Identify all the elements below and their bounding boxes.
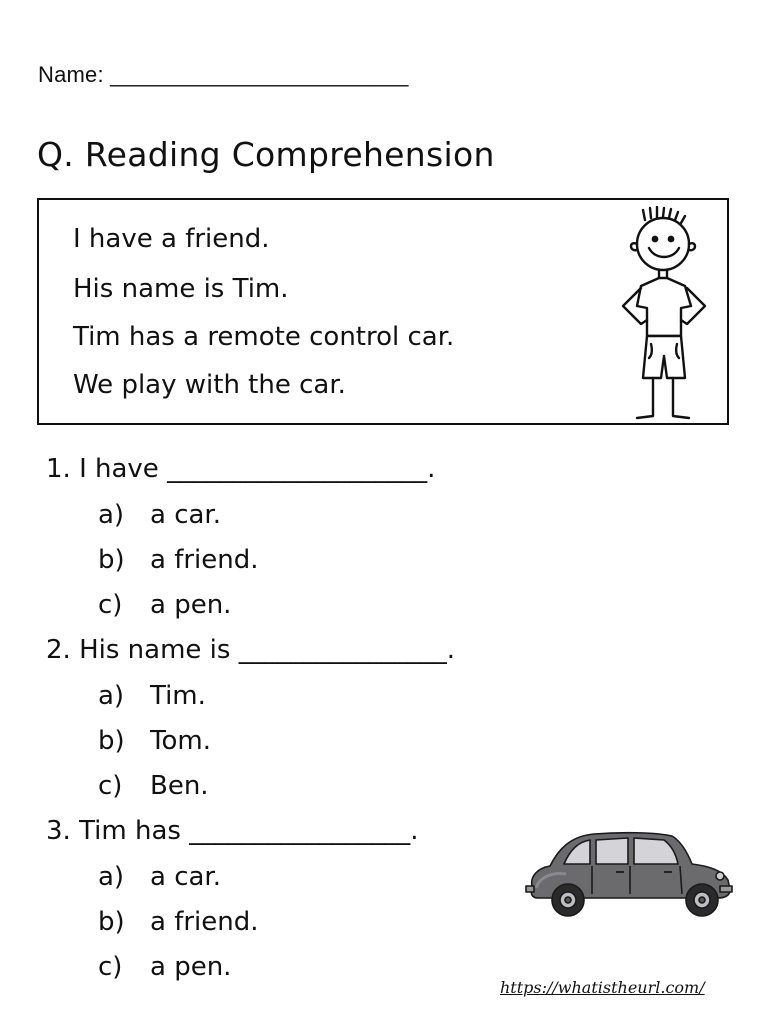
question-2-option-a [98, 681, 206, 711]
story-line-2: His name is Tim. [73, 274, 289, 304]
worksheet-title: Q. Reading Comprehension [37, 135, 495, 174]
question-1-option-b [98, 545, 259, 575]
question-3-option-b [98, 907, 259, 937]
question-2: 2. His name is ________________. [46, 635, 455, 665]
option-letter: c) [98, 952, 123, 982]
option-text: a friend. [150, 545, 259, 575]
option-text: a pen. [150, 952, 232, 982]
name-field[interactable]: Name: ________________________ [38, 62, 409, 87]
story-line-1: I have a friend. [73, 224, 270, 254]
question-3-option-c [98, 952, 231, 982]
question-3: 3. Tim has _________________. [46, 816, 419, 846]
option-text: Tim. [150, 681, 206, 711]
question-2-option-c [98, 771, 209, 801]
option-letter: b) [98, 545, 125, 575]
option-letter: b) [98, 907, 125, 937]
question-3-option-a [98, 862, 221, 892]
option-letter: a) [98, 500, 125, 530]
option-letter: b) [98, 726, 125, 756]
story-line-3: Tim has a remote control car. [73, 322, 455, 352]
option-letter: c) [98, 771, 123, 801]
question-1-option-a [98, 500, 221, 530]
car-illustration-icon [524, 828, 734, 918]
option-text: Tom. [150, 726, 211, 756]
option-letter: a) [98, 862, 125, 892]
option-text: Ben. [150, 771, 209, 801]
option-text: a pen. [150, 590, 232, 620]
footer-url-link[interactable]: https://whatistheurl.com/ [500, 978, 705, 997]
story-box [37, 198, 729, 425]
question-1: 1. I have ____________________. [46, 454, 436, 484]
boy-illustration-icon [601, 206, 721, 422]
option-text: a car. [150, 500, 221, 530]
question-1-option-c [98, 590, 231, 620]
story-line-4: We play with the car. [73, 370, 346, 400]
option-letter: c) [98, 590, 123, 620]
option-text: a friend. [150, 907, 259, 937]
question-2-option-b [98, 726, 211, 756]
option-text: a car. [150, 862, 221, 892]
option-letter: a) [98, 681, 125, 711]
